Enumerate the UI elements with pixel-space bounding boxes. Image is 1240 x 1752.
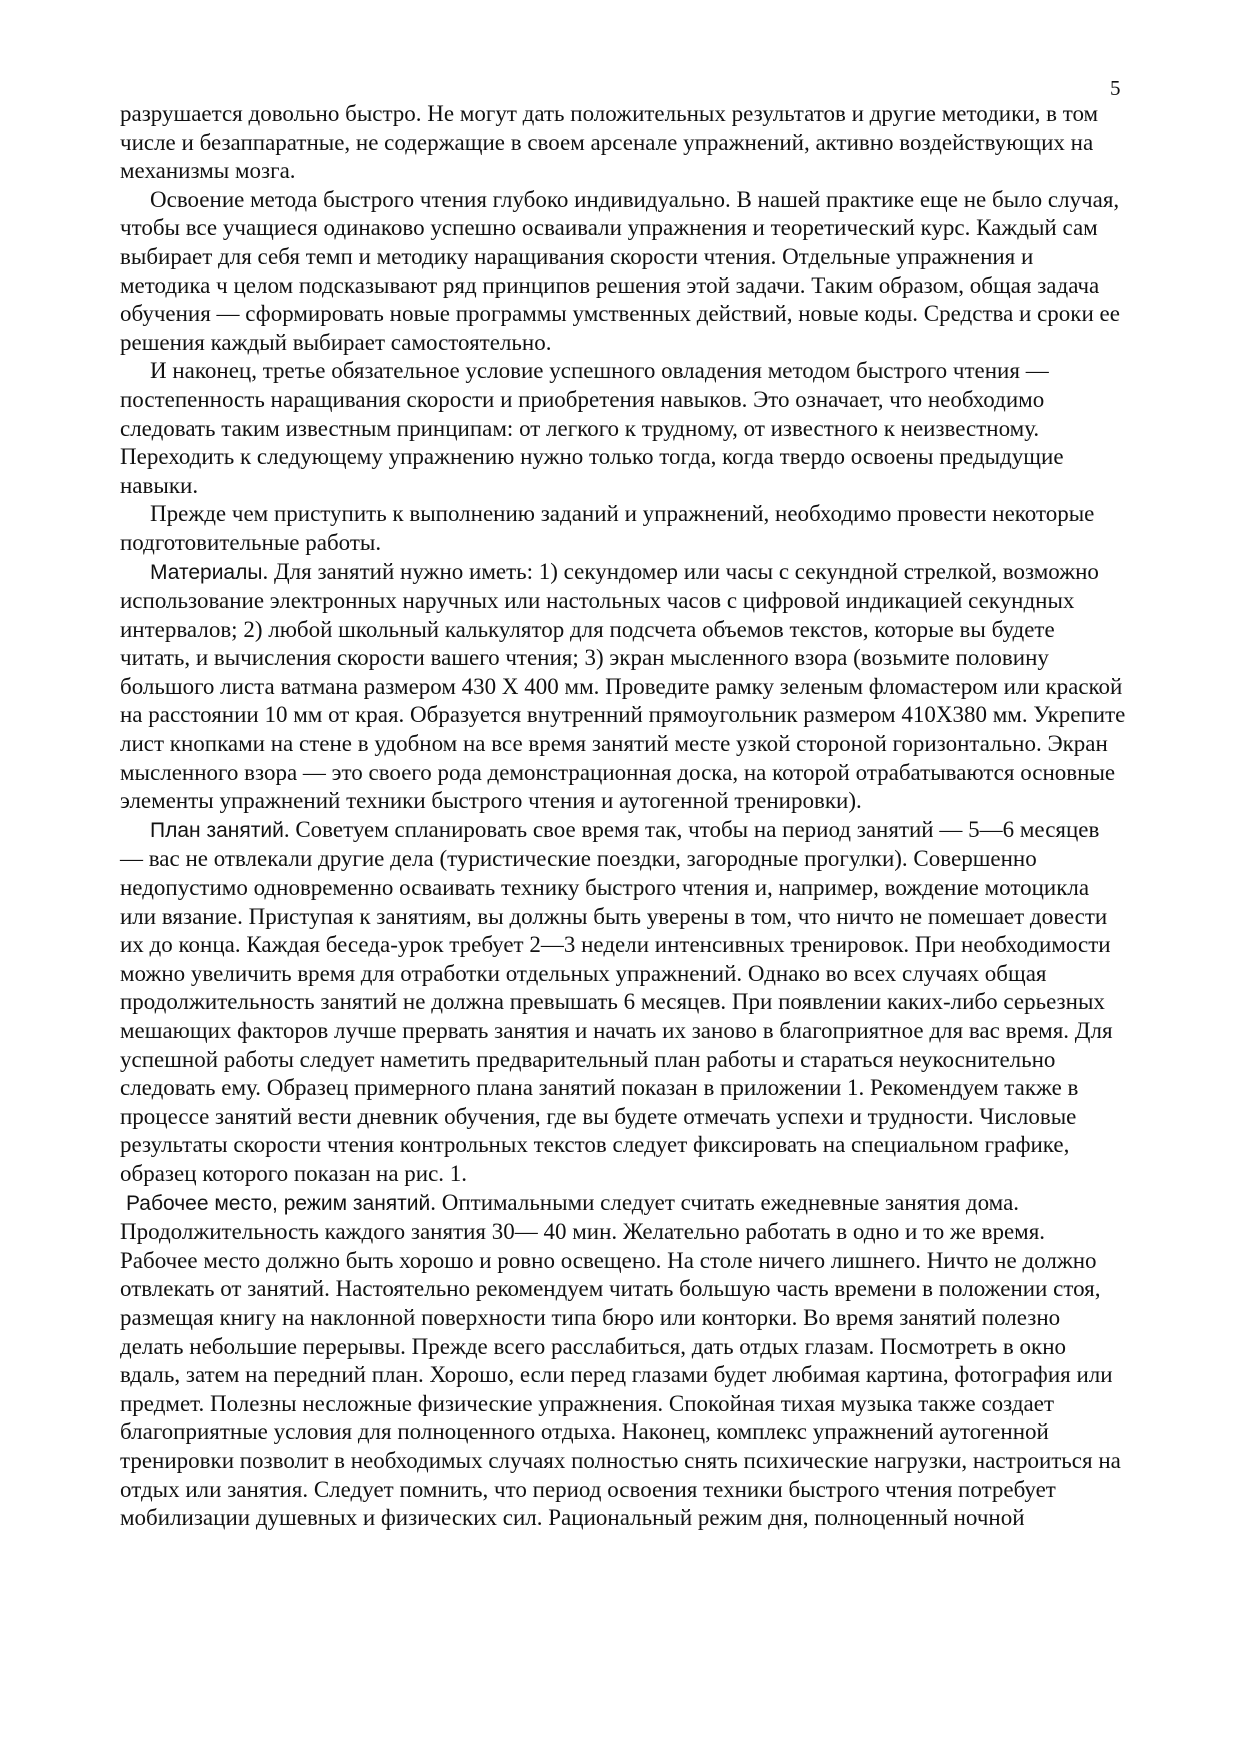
paragraph — [120, 357, 1126, 500]
paragraph-text: разрушается довольно быстро. Не могут дать положительных результатов и другие методики, в том числе и безаппаратные, не содержащие в своем арсенале упражнений, активно воздействующих на механизмы мозга. — [120, 101, 1099, 184]
paragraph-text: . Оптимальными следует считать ежедневные занятия дома. Продолжительность каждого занятия 30— 40 мин. Желательно работать в одно и то же время. Рабочее место должно быть хорошо и ровно освещено. На столе ничего лишнего. Ничто не должно отвлекать от занятий. Настоятельно рекомендуем читать большую часть времени в положении стоя, размещая книгу на наклонной поверхности типа бюро или конторки. Во время занятий полезно делать небольшие перерывы. Прежде всего расслабиться, дать отдых глазам. Посмотреть в окно вдаль, затем на передний план. Хорошо, если перед глазами будет любимая картина, фотография или предмет. Полезны несложные физические упражнения. Спокойная тихая музыка также создает благоприятные условия для полноценного отдыха. Наконец, комплекс упражнений аутогенной тренировки позволит в необходимых случаях полностью снять психические нагрузки, настроиться на отдых или занятия. Следует помнить, что период освоения техники быстрого чтения потребует мобилизации душевных и физических сил. Рациональный режим дня, полноценный ночной — [120, 1189, 1121, 1531]
paragraph-text: . Для занятий нужно иметь: 1) секундомер или часы с секундной стрелкой, возможно использование электронных наручных или настольных часов с цифровой индикацией секундных интервалов; 2) любой школьный калькулятор для подсчета объемов текстов, которые вы будете читать, и вычисления скорости вашего чтения; 3) экран мысленного взора (возьмите половину большого листа ватмана размером 430 Х 400 мм. Проведите рамку зеленым фломастером или краской на расстоянии 10 мм от края. Образуется внутренний прямоугольник размером 410Х380 мм. Укрепите лист кнопками на стене в удобном на все время занятий месте узкой стороной горизонтально. Экран мысленного взора — это своего рода демонстрационная доска, на которой отрабатываются основные элементы упражнений техники быстрого чтения и аутогенной тренировки). — [120, 558, 1126, 814]
paragraph-materials — [120, 558, 1126, 816]
paragraph-text: Освоение метода быстрого чтения глубоко индивидуально. В нашей практике еще не было случая, чтобы все учащиеся одинаково успешно осваивали упражнения и теоретический курс. Каждый сам выбирает для себя темп и методику наращивания скорости чтения. Отдельные упражнения и методика ч целом подсказывают ряд принципов решения этой задачи. Таким образом, общая задача обучения — сформировать новые программы умственных действий, новые коды. Средства и сроки ее решения каждый выбирает самостоятельно. — [120, 186, 1120, 355]
page-number: 5 — [1110, 76, 1121, 100]
paragraph-text: Прежде чем приступить к выполнению заданий и упражнений, необходимо провести некоторые подготовительные работы. — [120, 501, 1095, 555]
paragraph-workplace — [120, 1189, 1126, 1533]
section-heading: План занятий — [150, 818, 284, 842]
paragraph-text: . Советуем спланировать свое время так, чтобы на период занятий — 5—6 месяцев — вас не отвлекали другие дела (туристические поездки, загородные прогулки). Совершенно недопустимо одновременно осваивать технику быстрого чтения и, например, вождение мотоцикла или вязание. Приступая к занятиям, вы должны быть уверены в том, что ничто не помешает довести их до конца. Каждая беседа-урок требует 2—3 недели интенсивных тренировок. При необходимости можно увеличить время для отработки отдельных упражнений. Однако во всех случаях общая продолжительность занятий не должна превышать 6 месяцев. При появлении каких-либо серьезных мешающих факторов лучше прервать занятия и начать их заново в благоприятное для вас время. Для успешной работы следует наметить предварительный план работы и стараться неукоснительно следовать ему. Образец примерного плана занятий показан в приложении 1. Рекомендуем также в процессе занятий вести дневник обучения, где вы будете отмечать успехи и трудности. Числовые результаты скорости чтения контрольных текстов следует фиксировать на специальном графике, образец которого показан на рис. 1. — [120, 816, 1113, 1186]
page-body — [120, 100, 1126, 1533]
paragraph — [120, 500, 1126, 557]
paragraph-plan — [120, 816, 1126, 1189]
section-heading: Материалы — [150, 560, 263, 584]
section-heading: Рабочее место, режим занятий — [126, 1191, 431, 1215]
paragraph-text: И наконец, третье обязательное условие успешного овладения методом быстрого чтения — постепенность наращивания скорости и приобретения навыков. Это означает, что необходимо следовать таким известным принципам: от легкого к трудному, от известного к неизвестному. Переходить к следующему упражнению нужно только тогда, когда твердо освоены предыдущие навыки. — [120, 358, 1064, 498]
paragraph — [120, 186, 1126, 358]
paragraph — [120, 100, 1126, 186]
